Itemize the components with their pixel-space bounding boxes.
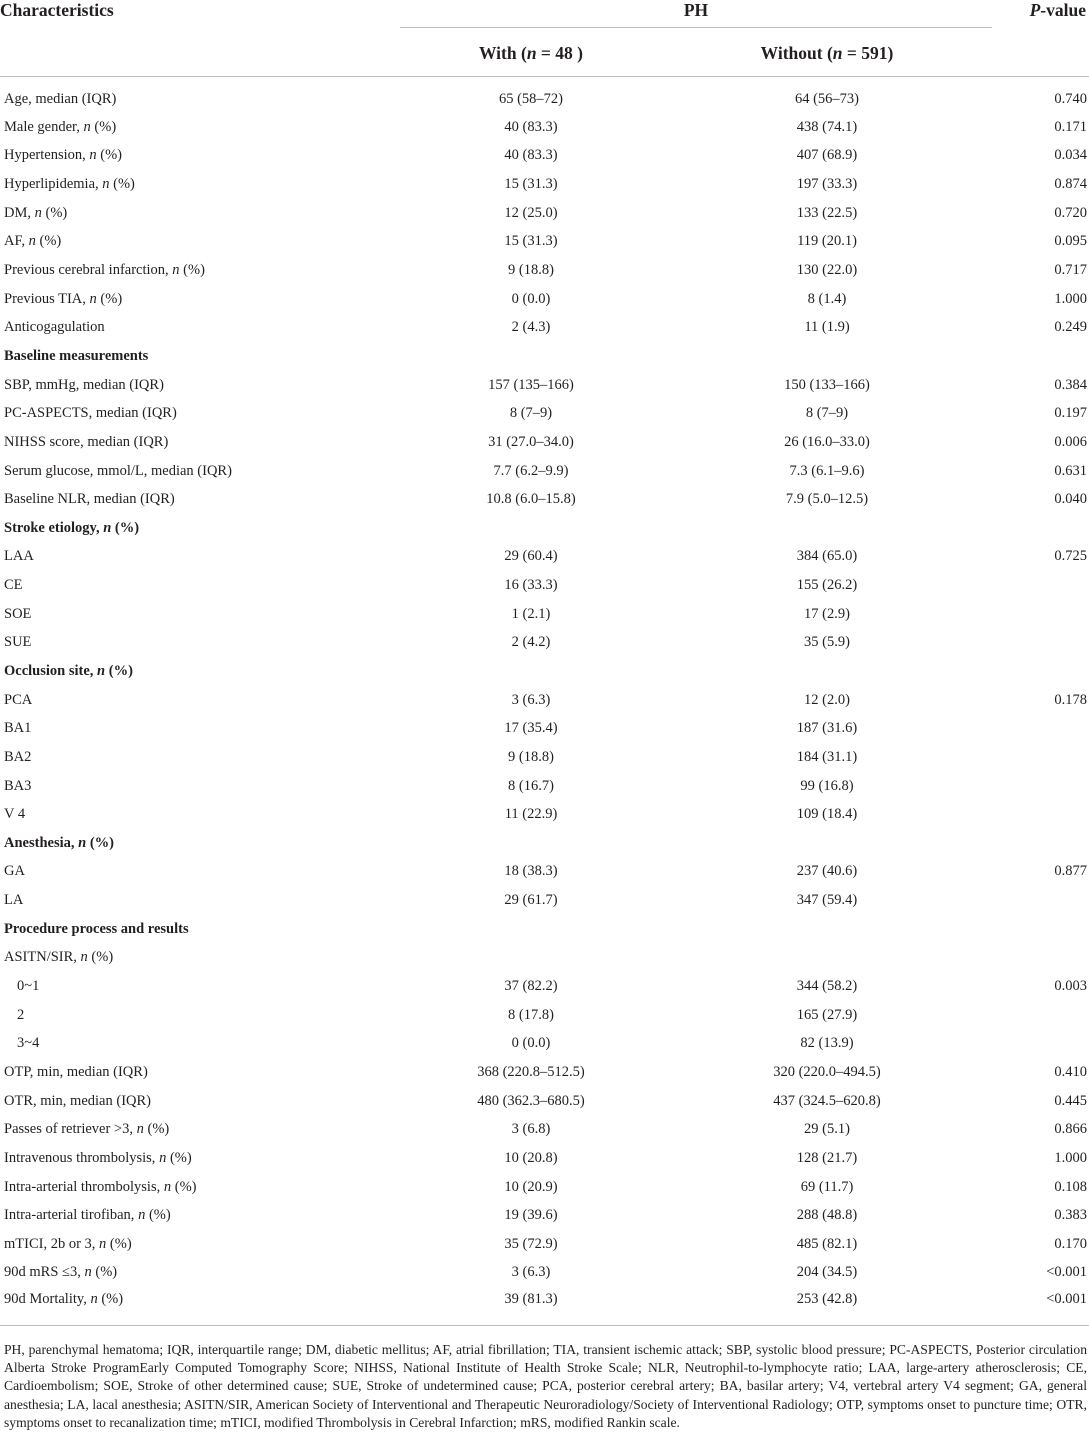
with-ph-value [400, 944, 662, 973]
with-ph-value [400, 657, 662, 686]
without-ph-value: 8 (7–9) [805, 405, 849, 422]
p-value [992, 800, 1089, 829]
p-value: 0.249 [1054, 319, 1087, 336]
row-label: Serum glucose, mmol/L, median (IQR) [4, 462, 232, 479]
table-row [0, 600, 1089, 629]
table-row [0, 571, 1089, 600]
without-ph-value: 253 (42.8) [662, 1287, 992, 1326]
p-value: 0.877 [1054, 863, 1087, 880]
without-ph-value [662, 829, 992, 858]
p-value [992, 714, 1089, 743]
without-ph-value: 155 (26.2) [796, 577, 858, 594]
with-ph-value: 29 (61.7) [504, 892, 558, 909]
table-row [0, 714, 1089, 743]
p-value [992, 342, 1089, 371]
header-without: Without (n = 591) [760, 42, 894, 63]
with-ph-value: 65 (58–72) [498, 90, 564, 107]
p-value [992, 1001, 1089, 1030]
with-ph-value: 3 (6.3) [511, 1264, 551, 1281]
row-label: Hypertension, n (%) [4, 147, 122, 164]
with-ph-value: 0 (0.0) [511, 1035, 551, 1052]
with-ph-value: 3 (6.3) [511, 691, 551, 708]
without-ph-value: 11 (1.9) [804, 319, 850, 336]
row-label: Anesthesia, n (%) [4, 834, 114, 851]
without-ph-value: 197 (33.3) [796, 176, 858, 193]
p-value [992, 629, 1089, 658]
without-ph-value: 8 (1.4) [807, 290, 847, 307]
without-ph-value: 69 (11.7) [800, 1178, 854, 1195]
p-value: 0.720 [1054, 204, 1087, 221]
with-ph-value: 18 (38.3) [504, 863, 558, 880]
with-ph-value: 368 (220.8–512.5) [477, 1063, 585, 1080]
p-value: 0.717 [1054, 262, 1087, 279]
row-label: 3~4 [17, 1035, 40, 1052]
with-ph-value: 2 (4.3) [511, 319, 551, 336]
with-ph-value: 8 (16.7) [508, 777, 554, 794]
p-value [992, 657, 1089, 686]
table-row [0, 743, 1089, 772]
p-value [992, 829, 1089, 858]
without-ph-value: 187 (31.6) [796, 720, 858, 737]
with-ph-value: 15 (31.3) [504, 233, 558, 250]
table-row [0, 972, 1089, 1001]
without-ph-value: 347 (59.4) [796, 892, 858, 909]
table-row [0, 77, 1089, 114]
without-ph-value: 109 (18.4) [796, 806, 858, 823]
table-row [0, 1115, 1089, 1144]
p-value [992, 743, 1089, 772]
p-value: 0.006 [1054, 433, 1087, 450]
table-row [0, 944, 1089, 973]
row-label: Intra-arterial thrombolysis, n (%) [4, 1178, 197, 1195]
with-ph-value: 29 (60.4) [504, 548, 558, 565]
with-ph-value: 9 (18.8) [508, 262, 554, 279]
p-value: 1.000 [1054, 290, 1087, 307]
table-row [0, 256, 1089, 285]
p-value: 0.197 [1054, 405, 1087, 422]
section-row [0, 915, 1089, 944]
row-label: LAA [4, 548, 34, 565]
row-label: V 4 [4, 806, 26, 823]
table-row [0, 686, 1089, 715]
table-row [0, 170, 1089, 199]
row-label: Intra-arterial tirofiban, n (%) [4, 1207, 171, 1224]
p-value: 0.631 [1054, 462, 1087, 479]
without-ph-value: 128 (21.7) [796, 1149, 858, 1166]
row-label: Age, median (IQR) [4, 90, 117, 107]
row-label: OTR, min, median (IQR) [4, 1092, 151, 1109]
table-row [0, 142, 1089, 171]
table-row [0, 1144, 1089, 1173]
row-label: DM, n (%) [4, 204, 68, 221]
without-ph-value: 407 (68.9) [796, 147, 858, 164]
row-label: Occlusion site, n (%) [4, 662, 133, 679]
without-ph-value [662, 657, 992, 686]
table-row [0, 1259, 1089, 1288]
row-label: PC-ASPECTS, median (IQR) [4, 405, 177, 422]
with-ph-value [400, 342, 662, 371]
table-body [0, 77, 1089, 1326]
p-value: 1.000 [1054, 1149, 1087, 1166]
row-label: 0~1 [17, 978, 40, 995]
p-value: 0.003 [1054, 978, 1087, 995]
p-value: 0.034 [1054, 147, 1087, 164]
with-ph-value: 37 (82.2) [504, 978, 558, 995]
with-ph-value: 40 (83.3) [504, 118, 558, 135]
table-row [0, 1001, 1089, 1030]
table-row [0, 543, 1089, 572]
without-ph-value: 26 (16.0–33.0) [784, 433, 870, 450]
row-label: GA [4, 863, 25, 880]
table-row [0, 1030, 1089, 1059]
section-row [0, 342, 1089, 371]
with-ph-value: 11 (22.9) [504, 806, 558, 823]
p-value [992, 944, 1089, 973]
row-label: Baseline NLR, median (IQR) [4, 491, 175, 508]
header-with: With (n = 48 ) [479, 42, 583, 63]
with-ph-value [400, 829, 662, 858]
with-ph-value: 16 (33.3) [504, 577, 558, 594]
p-value: <0.001 [1046, 1264, 1087, 1281]
without-ph-value: 29 (5.1) [804, 1121, 850, 1138]
p-value: 0.874 [1054, 176, 1087, 193]
without-ph-value: 288 (48.8) [796, 1207, 858, 1224]
row-label: Procedure process and results [4, 920, 189, 937]
without-ph-value: 17 (2.9) [804, 605, 850, 622]
table-header-row [0, 0, 1089, 28]
table-row [0, 1087, 1089, 1116]
without-ph-value [662, 342, 992, 371]
p-value [992, 1030, 1089, 1059]
without-ph-value: 438 (74.1) [796, 118, 858, 135]
table-row [0, 113, 1089, 142]
table-row [0, 371, 1089, 400]
without-ph-value: 119 (20.1) [797, 233, 857, 250]
without-ph-value: 384 (65.0) [796, 548, 858, 565]
table-row [0, 800, 1089, 829]
with-ph-value: 40 (83.3) [504, 147, 558, 164]
with-ph-value [400, 514, 662, 543]
row-label: Anticogagulation [4, 319, 105, 336]
table-row [0, 772, 1089, 801]
table-row [0, 199, 1089, 228]
without-ph-value: 7.3 (6.1–9.6) [789, 462, 865, 479]
table-footnote: PH, parenchymal hematoma; IQR, interquartile range; DM, diabetic mellitus; AF, atrial fibrillation; TIA, transient ischemic attack; SBP, systolic blood pressure; PC-ASPECTS, Posterior circulation Alberta Stroke ProgramEarly Computed Tomography Score; NIHSS, National Institute of Health Stroke Scale; NLR, Neutrophil-to-lymphocyte ratio; LAA, large-artery atherosclerosis; CE, Cardioembolism; SOE, Stroke of other determined cause; SUE, Stroke of undetermined cause; PCA, posterior cerebral artery; BA, basilar artery; V4, vertebral artery V4 segment; GA, general anesthesia; LA, lacal anesthesia; ASITN/SIR, American Society of Interventional and Therapeutic Neuroradiology/Society of Interventional Radiology; OTP, symptoms onset to puncture time; OTR, symptoms onset to recanalization time; mTICI, modified Thrombolysis in Cerebral Infarction; mRS, modified Rankin scale. [4, 1342, 1087, 1430]
header-characteristics: Characteristics [0, 0, 114, 20]
table-row [0, 1058, 1089, 1087]
without-ph-value: 150 (133–166) [784, 376, 870, 393]
row-label: Male gender, n (%) [4, 118, 117, 135]
with-ph-value: 7.7 (6.2–9.9) [493, 462, 569, 479]
p-value: 0.108 [1054, 1178, 1087, 1195]
row-label: PCA [4, 691, 33, 708]
p-value: 0.383 [1054, 1207, 1087, 1224]
row-label: Previous TIA, n (%) [4, 290, 123, 307]
row-label: SOE [4, 605, 32, 622]
row-label: Baseline measurements [4, 347, 149, 364]
row-label: 90d Mortality, n (%) [0, 1287, 400, 1326]
with-ph-value: 31 (27.0–34.0) [488, 433, 574, 450]
table-row [0, 485, 1089, 514]
table-row [0, 858, 1089, 887]
p-value: 0.725 [1054, 548, 1087, 565]
row-label: Passes of retriever >3, n (%) [4, 1121, 170, 1138]
p-value [992, 571, 1089, 600]
table-row [0, 313, 1089, 342]
header-pvalue-label: P-value [1029, 0, 1086, 20]
row-label: NIHSS score, median (IQR) [4, 433, 169, 450]
p-value: 0.178 [1054, 691, 1087, 708]
without-ph-value: 485 (82.1) [796, 1235, 858, 1252]
p-value [992, 600, 1089, 629]
row-label: ASITN/SIR, n (%) [4, 949, 114, 966]
table-row [0, 285, 1089, 314]
row-label: BA3 [4, 777, 32, 794]
without-ph-value: 35 (5.9) [804, 634, 850, 651]
with-ph-value: 17 (35.4) [504, 720, 558, 737]
p-value: 0.040 [1054, 491, 1087, 508]
p-value: 0.740 [1054, 90, 1087, 107]
with-ph-value [400, 915, 662, 944]
with-ph-value: 1 (2.1) [511, 605, 551, 622]
table-row [0, 886, 1089, 915]
without-ph-value: 7.9 (5.0–12.5) [785, 491, 869, 508]
row-label: SBP, mmHg, median (IQR) [4, 376, 164, 393]
p-value: 0.445 [1054, 1092, 1087, 1109]
with-ph-value: 10.8 (6.0–15.8) [486, 491, 576, 508]
with-ph-value: 8 (7–9) [509, 405, 553, 422]
without-ph-value: 130 (22.0) [796, 262, 858, 279]
row-label: CE [4, 577, 23, 594]
p-value [992, 915, 1089, 944]
with-ph-value: 8 (17.8) [508, 1006, 554, 1023]
table-row [0, 629, 1089, 658]
without-ph-value: 64 (56–73) [794, 90, 860, 107]
without-ph-value: 184 (31.1) [796, 748, 858, 765]
row-label: Hyperlipidemia, n (%) [4, 176, 135, 193]
header-ph-group [400, 0, 992, 28]
p-value [992, 886, 1089, 915]
p-value [992, 514, 1089, 543]
row-label: Stroke etiology, n (%) [4, 519, 140, 536]
row-label: Previous cerebral infarction, n (%) [4, 262, 205, 279]
table-row [0, 228, 1089, 257]
row-label: BA1 [4, 720, 32, 737]
p-value: 0.171 [1054, 118, 1087, 135]
with-ph-value: 10 (20.8) [504, 1149, 558, 1166]
header-ph-label: PH [400, 0, 992, 28]
with-ph-value: 9 (18.8) [508, 748, 554, 765]
with-ph-value: 0 (0.0) [511, 290, 551, 307]
without-ph-value [662, 514, 992, 543]
table-row [0, 428, 1089, 457]
table-row [0, 1201, 1089, 1230]
section-row [0, 657, 1089, 686]
without-ph-value: 99 (16.8) [800, 777, 854, 794]
row-label: BA2 [4, 748, 32, 765]
with-ph-value: 2 (4.2) [511, 634, 551, 651]
with-ph-value: 157 (135–166) [488, 376, 574, 393]
row-label: 2 [17, 1006, 25, 1023]
row-label: mTICI, 2b or 3, n (%) [4, 1235, 132, 1252]
row-label: Intravenous thrombolysis, n (%) [4, 1149, 192, 1166]
without-ph-value: 133 (22.5) [796, 204, 858, 221]
with-ph-value: 12 (25.0) [504, 204, 558, 221]
section-row [0, 514, 1089, 543]
without-ph-value [662, 944, 992, 973]
p-value: 0.384 [1054, 376, 1087, 393]
table-row [0, 1173, 1089, 1202]
row-label: AF, n (%) [4, 233, 62, 250]
without-ph-value [662, 915, 992, 944]
row-label: LA [4, 892, 24, 909]
p-value: 0.170 [1054, 1235, 1087, 1252]
without-ph-value: 204 (34.5) [796, 1264, 858, 1281]
with-ph-value: 480 (362.3–680.5) [477, 1092, 585, 1109]
with-ph-value: 10 (20.9) [504, 1178, 558, 1195]
with-ph-value: 3 (6.8) [511, 1121, 551, 1138]
p-value: 0.410 [1054, 1063, 1087, 1080]
p-value: <0.001 [992, 1287, 1089, 1326]
p-value: 0.095 [1054, 233, 1087, 250]
row-label: SUE [4, 634, 32, 651]
without-ph-value: 165 (27.9) [796, 1006, 858, 1023]
header-pvalue [992, 0, 1089, 76]
table-row [0, 1287, 1089, 1326]
p-value [992, 772, 1089, 801]
row-label: 90d mRS ≤3, n (%) [4, 1264, 118, 1281]
without-ph-value: 437 (324.5–620.8) [773, 1092, 881, 1109]
without-ph-value: 82 (13.9) [800, 1035, 854, 1052]
table-row [0, 399, 1089, 428]
with-ph-value: 35 (72.9) [504, 1235, 558, 1252]
row-label: OTP, min, median (IQR) [4, 1063, 148, 1080]
table-row [0, 1230, 1089, 1259]
with-ph-value: 15 (31.3) [504, 176, 558, 193]
without-ph-value: 237 (40.6) [796, 863, 858, 880]
with-ph-value: 19 (39.6) [504, 1207, 558, 1224]
without-ph-value: 344 (58.2) [796, 978, 858, 995]
section-row [0, 829, 1089, 858]
p-value: 0.866 [1054, 1121, 1087, 1138]
without-ph-value: 12 (2.0) [804, 691, 850, 708]
with-ph-value: 39 (81.3) [400, 1287, 662, 1326]
table-row [0, 457, 1089, 486]
without-ph-value: 320 (220.0–494.5) [773, 1063, 881, 1080]
